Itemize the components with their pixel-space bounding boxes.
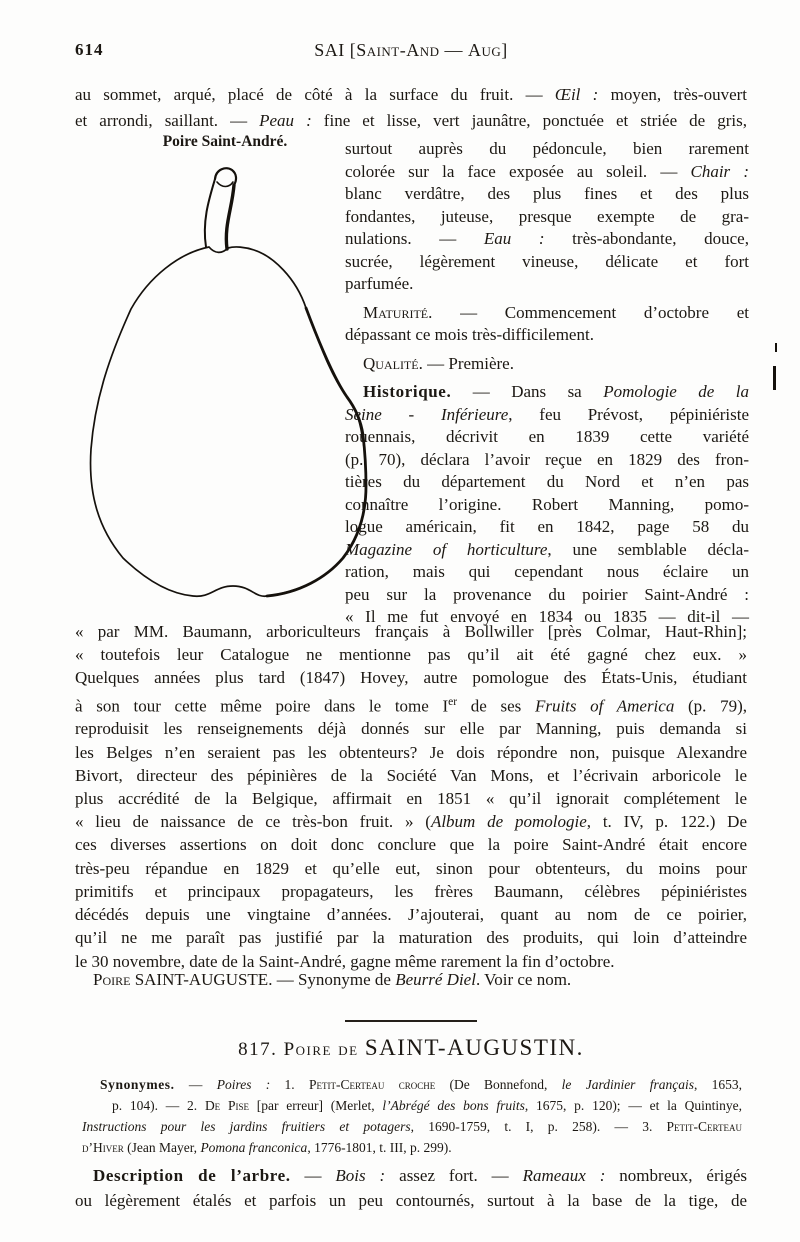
text-line: Magazine of horticulture, une semblable décla- xyxy=(345,539,749,559)
section-heading xyxy=(75,1035,747,1061)
text-line: ration, mais qui cependant nous éclaire un xyxy=(345,562,749,581)
text-line: Seine - Inférieure, feu Prévost, pépiniériste xyxy=(345,404,750,424)
text-line: les Belges n’en seraient pas les obtenteurs? Je dois répondre non, puisque Alexandre xyxy=(75,742,747,762)
text-line: colorée sur la face exposée au soleil. — Chair : xyxy=(345,161,749,181)
text-line: sucrée, légèrement vineuse, délicate et fort xyxy=(345,251,749,271)
text-line: p. 104). — 2. De Pise [par erreur] (Merlet, l’Abrégé des bons fruits, 1675, p. 120); — et la Quintinye, xyxy=(112,1098,742,1113)
text-line: décédés depuis une vingtaine d’années. J’ajouterai, quant au nom de ce poirier, xyxy=(75,905,747,925)
text-line: rouennais, décrivit en 1839 cette variété xyxy=(345,427,749,446)
page-header xyxy=(75,40,747,64)
section-divider xyxy=(345,1020,477,1022)
text-line: Bivort, directeur des pépinières de la Société Van Mons, et l’écrivain arboricole le xyxy=(75,765,747,785)
text-line: Poire SAINT-AUGUSTE. — Synonyme de Beurré Diel. Voir ce nom. xyxy=(93,970,572,989)
text-line: Description de l’arbre. — Bois : assez fort. — Rameaux : nombreux, érigés xyxy=(93,1166,747,1185)
text-line: « lieu de naissance de ce très-bon fruit. » (Album de pomologie, t. IV, p. 122.) De xyxy=(75,812,747,832)
text-line: Poire Saint-André. xyxy=(162,133,288,150)
text-line: logue américain, fit en 1842, page 58 du xyxy=(345,517,749,536)
text-line: « par MM. Baumann, arboriculteurs français à Bollwiller [près Colmar, Haut-Rhin]; xyxy=(75,622,747,641)
text-line: Maturité. — Commencement d’octobre et xyxy=(363,302,749,322)
margin-mark xyxy=(775,343,777,352)
text-line: primitifs et principaux propagateurs, les frères Baumann, célèbres pépiniéristes xyxy=(75,881,747,901)
text-line: parfumée. xyxy=(345,274,414,293)
margin-mark xyxy=(773,366,776,390)
text-line: surtout auprès du pédoncule, bien rarement xyxy=(345,139,749,158)
cross-reference-paragraph xyxy=(75,968,747,992)
text-line: (p. 70), déclara l’avoir reçue en 1829 des fron- xyxy=(345,449,749,469)
text-line: à son tour cette même poire dans le tome Ier de ses Fruits of America (p. 79), xyxy=(75,694,747,716)
text-line: connaître l’origine. Robert Manning, pomo- xyxy=(345,494,749,514)
text-line: « toutefois leur Catalogue ne mentionne pas qu’il ait été gagné chez eux. » xyxy=(75,645,747,665)
main-text xyxy=(75,620,747,973)
description-paragraph xyxy=(75,1163,747,1213)
text-line: peu sur la provenance du poirier Saint-André : xyxy=(345,584,749,604)
text-line: qu’il ne me paraît pas justifié par la maturation des produits, qui loin d’atteindre xyxy=(75,928,747,948)
text-line: 817. Poire de SAINT-AUGUSTIN. xyxy=(238,1035,584,1060)
text-line: tières du département du Nord et n’en pas xyxy=(345,472,749,491)
page-number: 614 xyxy=(75,40,104,59)
text-line: d’Hiver (Jean Mayer, Pomona franconica, 1776-1801, t. III, p. 299). xyxy=(82,1140,452,1155)
synonyms-paragraph xyxy=(82,1074,742,1158)
text-line: Historique. — Dans sa Pomologie de la xyxy=(363,382,749,401)
pear-illustration xyxy=(75,157,375,612)
text-line: fondantes, juteuse, presque exempte de gra- xyxy=(345,206,749,226)
text-line: Quelques années plus tard (1847) Hovey, autre pomologue des États-Unis, étudiant xyxy=(75,668,747,688)
pear-figure xyxy=(75,133,375,612)
text-line: Synonymes. — Poires : 1. Petit-Certeau croche (De Bonnefond, le Jardinier français, 1653, xyxy=(100,1077,743,1092)
two-column-section xyxy=(0,133,800,626)
text-line: ces diverses assertions on doit donc conclure que la poire Saint-André était encore xyxy=(75,835,747,855)
text-line: et arrondi, saillant. — Peau : fine et lisse, vert jaunâtre, ponctuée et striée de gris, xyxy=(75,111,747,130)
text-line: très-peu répandue en 1829 et qu’elle eut, sinon pour obtenteurs, du moins pour xyxy=(75,858,747,878)
text-line: au sommet, arqué, placé de côté à la surface du fruit. — Œil : moyen, très-ouvert xyxy=(75,85,748,104)
right-column-text xyxy=(345,138,749,629)
text-line: blanc verdâtre, des plus fines et des plus xyxy=(345,184,749,203)
intro-paragraph xyxy=(75,82,747,134)
figure-caption xyxy=(75,133,375,157)
text-line: plus accrédité de la Belgique, affirmait en 1851 « qu’il ignorait complétement le xyxy=(75,789,747,809)
text-line: « Il me fut envoyé en 1834 ou 1835 — dit-il — xyxy=(345,607,749,626)
running-title xyxy=(75,40,747,61)
text-line: dépassant ce mois très-difficilement. xyxy=(345,325,594,344)
text-line: le 30 novembre, date de la Saint-André, gagne même rarement la fin d’octobre. xyxy=(75,951,615,971)
text-line: nulations. — Eau : très-abondante, douce, xyxy=(345,229,749,248)
text-line: reproduisit les renseignements déjà donnés sur elle par Manning, puis demanda si xyxy=(75,719,747,739)
text-line: ou légèrement étalés et parfois un peu contournés, surtout à la base de la tige, de xyxy=(75,1191,747,1210)
text-line: Qualité. — Première. xyxy=(363,353,514,373)
text-line: SAI [Saint-And — Aug] xyxy=(314,40,508,60)
text-line: Instructions pour les jardins fruitiers et potagers, 1690-1759, t. I, p. 258). — 3. Petit-Certeau xyxy=(82,1119,742,1134)
